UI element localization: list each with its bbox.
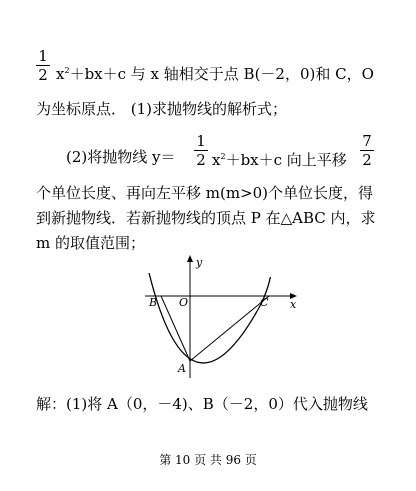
line-3-mid-text: ＋bx＋c 向上平移 [225,151,347,169]
label-c: C [260,296,269,309]
problem-line-3-mid [212,148,347,169]
fraction-denominator: 2 [38,66,48,84]
label-a: A [178,362,186,375]
fraction-numerator: 1 [196,132,206,150]
problem-line-5: 到新抛物线．若新抛物线的顶点 P 在△ABC 内，求 [36,209,376,227]
problem-line-1 [56,62,374,83]
fraction-numerator: 7 [362,132,372,150]
exponent: 2 [220,152,226,161]
fraction-seven-half [360,133,374,168]
fraction-denominator: 2 [196,151,206,169]
fraction-one-half [36,48,50,83]
solution-line-1: 解：(1)将 A（0，－4)、B（－2，0）代入抛物线 [36,395,368,413]
exponent: 2 [64,66,70,75]
fraction-denominator: 2 [362,151,372,169]
label-o: O [179,296,189,309]
line-1-text: ＋bx＋c 与 x 轴相交于点 B(－2，0)和 C，O [69,65,374,83]
label-x: x [290,298,297,311]
problem-line-3-start: (2)将抛物线 y＝ [66,148,176,166]
parabola-curve [149,273,262,363]
parabola-figure [140,252,300,382]
problem-line-4: 个单位长度、再向左平移 m(m>0)个单位长度，得 [36,184,374,202]
fraction-numerator: 1 [38,47,48,65]
var-x: x [56,65,65,83]
page-footer: 第 10 页 共 96 页 [159,453,257,467]
segment-ac [190,296,269,361]
fraction-one-half-2 [194,133,208,168]
label-y: y [196,256,203,269]
problem-line-2: 为坐标原点． (1)求抛物线的解析式； [36,100,288,118]
label-b: B [149,296,158,309]
y-axis-arrow [187,255,193,262]
problem-line-6: m 的取值范围； [36,234,145,252]
var-x: x [212,151,221,169]
